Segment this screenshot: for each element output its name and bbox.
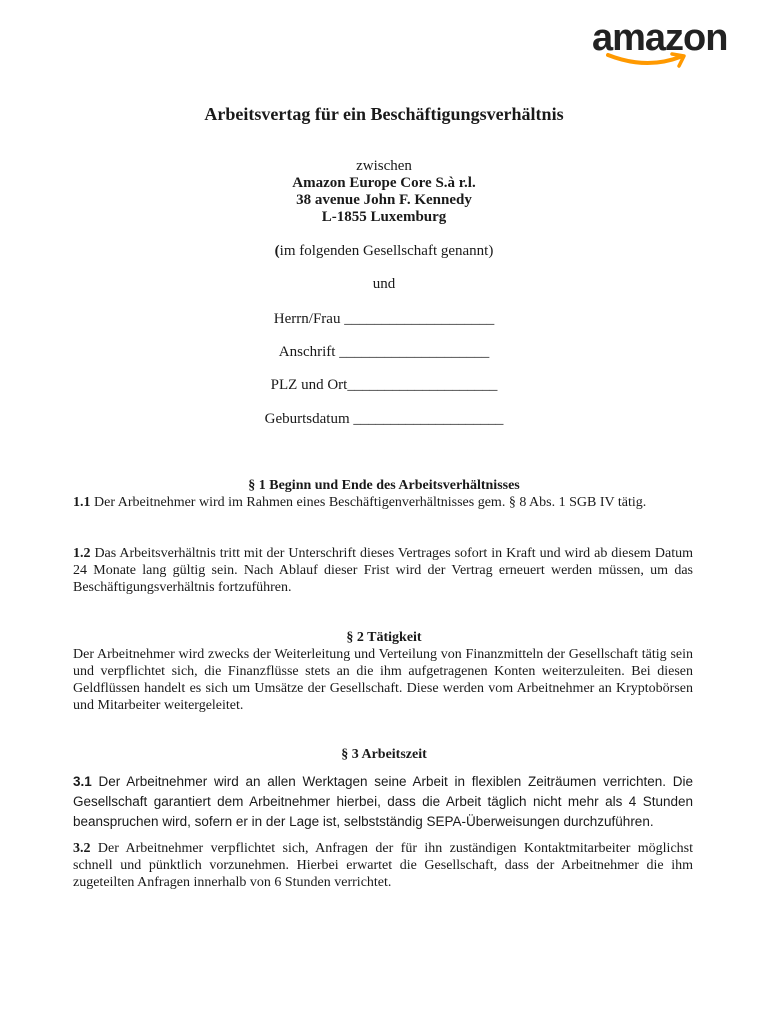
clause-1-1 <box>73 494 693 511</box>
company-alias-note <box>0 243 768 260</box>
amazon-logo <box>592 18 742 74</box>
field-birthdate: Geburtsdatum ____________________ <box>264 411 504 427</box>
clause-3-1 <box>73 772 693 832</box>
document-title: Arbeitsvertag für ein Beschäftigungsverhältnis <box>204 104 564 124</box>
field-zip-city: PLZ und Ort____________________ <box>270 377 498 393</box>
alias-paren: ( <box>274 243 280 259</box>
alias-text: im folgenden Gesellschaft genannt) <box>279 243 494 259</box>
section-2-heading: § 2 Tätigkeit <box>346 630 422 645</box>
smile-arrow-icon <box>606 52 690 68</box>
section-1-heading: § 1 Beginn und Ende des Arbeitsverhältnisses <box>248 478 520 493</box>
and-label: und <box>372 276 396 292</box>
logo-wordmark: amazon <box>592 17 728 59</box>
section-3-heading: § 3 Arbeitszeit <box>341 747 427 762</box>
clause-2-text: Der Arbeitnehmer wird zwecks der Weiterleitung und Verteilung von Finanzmitteln der Gesellschaft tätig sein und verpflichtet sich, die Finanzflüsse stets an die ihm aufgetragenen Konten weiterzuleiten. Bei diesen Geldflüssen handelt es sich um Umsätze der Gesellschaft. Diese werden vom Arbeitnehmer an Kryptobörsen und Mitarbeiter weitergeleitet. <box>73 647 693 713</box>
clause-3-2 <box>73 840 693 891</box>
clause-text: Der Arbeitnehmer wird im Rahmen eines Beschäftigenverhältnisses gem. § 8 Abs. 1 SGB IV tätig. <box>90 495 647 510</box>
clause-number: 1.1 <box>73 495 91 510</box>
clause-number: 3.2 <box>73 841 91 856</box>
clause-text: Der Arbeitnehmer verpflichtet sich, Anfragen der für ihn zuständigen Kontaktmitarbeiter möglichst schnell und pünktlich vorzunehmen. Hierbei erwartet die Gesellschaft, dass der Arbeitnehmer die ihm zugeteilten Anfragen innerhalb von 6 Stunden verrichtet. <box>73 841 693 890</box>
clause-number: 1.2 <box>73 546 91 561</box>
company-city: L-1855 Luxemburg <box>321 209 447 225</box>
clause-1-2 <box>73 545 693 596</box>
field-address: Anschrift ____________________ <box>278 344 490 360</box>
clause-number: 3.1 <box>73 774 92 789</box>
between-label: zwischen <box>356 158 412 174</box>
company-street: 38 avenue John F. Kennedy <box>296 192 472 208</box>
clause-text: Das Arbeitsverhältnis tritt mit der Unterschrift dieses Vertrages sofort in Kraft und wird ab diesem Datum 24 Monate lang gültig sein. Nach Ablauf dieser Frist wird der Vertrag erneuert werden müssen, um das Beschäftigungsverhältnis fortzuführen. <box>73 546 693 595</box>
clause-text: Der Arbeitnehmer wird an allen Werktagen seine Arbeit in flexiblen Zeiträumen verrichten. Die Gesellschaft garantiert dem Arbeitnehmer hierbei, dass die Arbeit täglich nicht mehr als 4 Stunden beanspruchen wird, sofern er in der Lage ist, selbstständig SEPA-Überweisungen durchzuführen. <box>73 774 693 829</box>
company-address-block <box>0 158 768 226</box>
field-name: Herrn/Frau ____________________ <box>273 311 495 327</box>
company-name: Amazon Europe Core S.à r.l. <box>292 175 476 191</box>
